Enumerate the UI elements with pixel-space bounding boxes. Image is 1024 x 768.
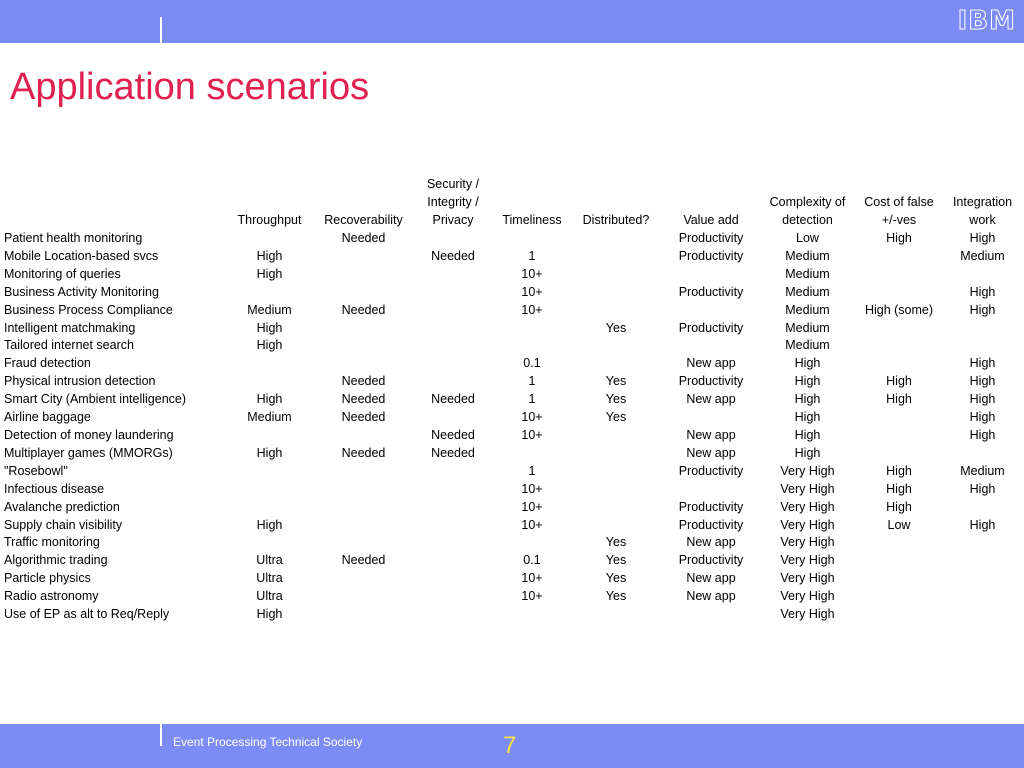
table-cell: High — [886, 231, 912, 245]
table-cell: 0.1 — [523, 553, 541, 568]
table-cell: 10+ — [521, 589, 543, 604]
column-header: Timeliness — [502, 213, 562, 228]
table-cell — [568, 248, 664, 266]
table-cell — [664, 337, 758, 355]
table-cell — [664, 302, 758, 320]
table-row — [0, 463, 1024, 481]
scenario-name: Algorithmic trading — [4, 553, 108, 568]
table-row — [0, 606, 1024, 624]
table-cell — [317, 320, 410, 338]
table-cell: High — [969, 231, 996, 245]
table-cell: Yes — [605, 374, 627, 389]
table-cell: Productivity — [678, 374, 744, 389]
table-cell — [410, 355, 496, 373]
column-header: Distributed? — [582, 213, 650, 228]
table-cell: Yes — [605, 589, 627, 604]
table-cell — [222, 284, 317, 302]
header-bar — [0, 0, 1024, 43]
table-cell — [410, 499, 496, 517]
table-row — [0, 481, 1024, 499]
table-cell: Needed — [341, 374, 386, 389]
table-cell: Productivity — [678, 284, 744, 299]
table-cell: High — [886, 481, 912, 496]
table-cell — [664, 266, 758, 284]
table-cell — [941, 499, 1024, 517]
table-cell — [410, 230, 496, 248]
table-cell: 10+ — [521, 410, 543, 425]
table-cell — [410, 588, 496, 606]
table-cell — [317, 266, 410, 284]
table-cell: High — [794, 410, 821, 425]
table-cell: 10+ — [521, 517, 543, 532]
table-cell: Very High — [780, 463, 835, 478]
table-cell — [857, 445, 941, 463]
column-header: Security / Integrity / Privacy — [426, 177, 480, 228]
table-cell — [317, 481, 410, 499]
table-cell: New app — [686, 427, 736, 442]
table-cell: High — [969, 392, 996, 407]
table-cell — [317, 427, 410, 445]
table-cell: Needed — [341, 302, 386, 317]
table-row — [0, 266, 1024, 284]
table-cell: Medium — [247, 410, 292, 425]
table-cell — [410, 337, 496, 355]
table-cell: 10+ — [521, 427, 543, 442]
scenario-name: "Rosebowl" — [4, 463, 68, 478]
table-cell: Yes — [605, 553, 627, 568]
table-cell: Yes — [605, 535, 627, 550]
table-cell — [664, 606, 758, 624]
table-cell: Very High — [780, 607, 835, 622]
table-cell — [941, 266, 1024, 284]
page-title: Application scenarios — [10, 66, 370, 108]
table-cell: Needed — [431, 248, 475, 263]
table-cell — [857, 588, 941, 606]
ibm-logo: IBM — [957, 6, 1016, 36]
table-cell — [496, 606, 568, 624]
footer-bar — [0, 724, 1024, 768]
column-header — [0, 176, 222, 230]
table-cell — [568, 481, 664, 499]
table-cell — [496, 320, 568, 338]
scenario-name: Tailored internet search — [4, 338, 134, 353]
scenario-name: Supply chain visibility — [4, 517, 123, 532]
scenario-name: Traffic monitoring — [4, 535, 100, 550]
table-cell: High — [256, 266, 283, 281]
table-cell: Medium — [785, 284, 830, 299]
table-cell — [857, 409, 941, 427]
table-cell: Needed — [341, 445, 386, 460]
table-cell — [857, 427, 941, 445]
scenario-name: Business Activity Monitoring — [4, 284, 159, 299]
table-cell — [568, 499, 664, 517]
table-cell — [317, 355, 410, 373]
table-cell — [568, 606, 664, 624]
table-cell: High — [969, 284, 996, 299]
table-cell: Medium — [785, 302, 830, 317]
table-cell: High — [969, 410, 996, 425]
table-cell: Needed — [431, 445, 475, 460]
scenario-name: Monitoring of queries — [4, 266, 121, 281]
table-cell: Medium — [960, 248, 1005, 263]
table-cell: Medium — [785, 248, 830, 263]
table-cell — [568, 445, 664, 463]
table-cell: High — [256, 320, 283, 335]
table-cell: New app — [686, 589, 736, 604]
table-cell: Productivity — [678, 517, 744, 532]
table-cell — [317, 499, 410, 517]
table-cell — [568, 427, 664, 445]
table-cell: Yes — [605, 410, 627, 425]
footer-divider — [160, 724, 162, 746]
table-cell — [941, 606, 1024, 624]
table-cell: Needed — [431, 427, 475, 442]
table-cell: Productivity — [678, 463, 744, 478]
table-cell — [222, 373, 317, 391]
table-row — [0, 302, 1024, 320]
table-cell: High — [969, 481, 996, 496]
table-cell — [410, 552, 496, 570]
table-cell — [410, 463, 496, 481]
table-cell — [857, 320, 941, 338]
table-row — [0, 337, 1024, 355]
table-cell: Needed — [341, 231, 386, 245]
table-cell — [317, 463, 410, 481]
header-divider — [160, 17, 162, 43]
table-row — [0, 391, 1024, 409]
table-cell — [568, 284, 664, 302]
table-cell — [410, 320, 496, 338]
scenario-name: Infectious disease — [4, 481, 105, 496]
table-cell: Medium — [247, 302, 292, 317]
table-cell: Productivity — [678, 248, 744, 263]
table-cell: 0.1 — [523, 356, 541, 371]
table-cell: New app — [686, 571, 736, 586]
scenario-name: Radio astronomy — [4, 589, 99, 604]
table-cell: High — [256, 338, 283, 353]
table-cell: Ultra — [256, 553, 283, 568]
table-cell: High — [969, 374, 996, 389]
table-cell: 1 — [528, 248, 536, 263]
table-row — [0, 248, 1024, 266]
table-cell: Medium — [785, 266, 830, 281]
table-cell: High — [969, 427, 996, 442]
table-cell — [857, 534, 941, 552]
table-row — [0, 230, 1024, 248]
scenario-name: Intelligent matchmaking — [4, 320, 136, 335]
table-cell: 1 — [528, 374, 536, 389]
table-cell — [941, 337, 1024, 355]
table-row — [0, 552, 1024, 570]
table-row — [0, 409, 1024, 427]
table-cell: New app — [686, 535, 736, 550]
table-cell: Medium — [785, 338, 830, 353]
table-cell: 10+ — [521, 499, 543, 514]
table-cell — [664, 481, 758, 499]
table-cell — [222, 534, 317, 552]
table-cell: High — [256, 248, 283, 263]
table-cell — [410, 284, 496, 302]
scenario-name: Business Process Compliance — [4, 302, 173, 317]
table-cell: High — [886, 374, 912, 389]
table-cell: 10+ — [521, 481, 543, 496]
table-cell — [496, 534, 568, 552]
table-cell — [496, 445, 568, 463]
table-cell — [857, 284, 941, 302]
table-cell: Yes — [605, 571, 627, 586]
table-row — [0, 355, 1024, 373]
table-cell — [410, 373, 496, 391]
table-cell: New app — [686, 392, 736, 407]
table-cell: High — [794, 374, 821, 389]
table-cell: High (some) — [864, 302, 934, 317]
table-cell: Very High — [780, 589, 835, 604]
table-cell — [857, 266, 941, 284]
table-header-row — [0, 176, 1024, 230]
table-cell — [317, 570, 410, 588]
table-cell — [317, 534, 410, 552]
table-row — [0, 284, 1024, 302]
column-header: Value add — [683, 213, 739, 228]
table-cell: Productivity — [678, 320, 744, 335]
table-cell — [857, 606, 941, 624]
table-cell: High — [794, 392, 821, 407]
table-cell — [857, 552, 941, 570]
column-header: Integration work — [952, 195, 1013, 228]
table-cell — [222, 427, 317, 445]
scenario-name: Particle physics — [4, 571, 91, 586]
table-row — [0, 570, 1024, 588]
table-body — [0, 230, 1024, 624]
table-cell — [222, 499, 317, 517]
scenarios-table — [0, 176, 1024, 624]
table-cell: Ultra — [256, 589, 283, 604]
table-cell: Needed — [341, 392, 386, 407]
table-cell: High — [256, 517, 283, 532]
column-header: Throughput — [237, 213, 302, 228]
table-cell — [664, 409, 758, 427]
table-cell: Ultra — [256, 571, 283, 586]
table-cell: 1 — [528, 463, 536, 478]
table-cell — [941, 534, 1024, 552]
table-cell — [410, 266, 496, 284]
table-cell — [857, 248, 941, 266]
table-cell: Needed — [431, 392, 475, 407]
table-cell — [568, 517, 664, 535]
table-cell — [568, 230, 664, 248]
table-row — [0, 517, 1024, 535]
table-cell: High — [886, 463, 912, 478]
table-cell — [317, 248, 410, 266]
table-cell — [941, 445, 1024, 463]
table-cell — [568, 463, 664, 481]
table-cell: Low — [887, 517, 911, 532]
scenario-name: Airline baggage — [4, 410, 91, 425]
table-cell — [410, 570, 496, 588]
table-cell: 10+ — [521, 284, 543, 299]
table-cell: Low — [796, 231, 819, 245]
table-cell: Productivity — [678, 231, 744, 245]
scenario-name: Avalanche prediction — [4, 499, 120, 514]
table-cell: Needed — [341, 410, 386, 425]
scenario-name: Mobile Location-based svcs — [4, 248, 159, 263]
table-cell — [410, 534, 496, 552]
table-cell — [410, 409, 496, 427]
table-cell: New app — [686, 445, 736, 460]
table-cell: High — [256, 392, 283, 407]
table-cell — [568, 302, 664, 320]
table-cell — [941, 570, 1024, 588]
table-cell — [222, 481, 317, 499]
table-row — [0, 445, 1024, 463]
table-cell — [410, 302, 496, 320]
table-cell: 10+ — [521, 266, 543, 281]
scenario-name: Use of EP as alt to Req/Reply — [4, 607, 170, 622]
table-cell — [317, 588, 410, 606]
table-cell: High — [886, 499, 912, 514]
table-cell — [857, 337, 941, 355]
table-cell — [410, 481, 496, 499]
table-cell — [222, 463, 317, 481]
table-cell — [857, 570, 941, 588]
table-cell: High — [969, 356, 996, 371]
table-cell: 1 — [528, 392, 536, 407]
table-cell — [496, 230, 568, 248]
table-cell: Very High — [780, 571, 835, 586]
table-cell — [568, 266, 664, 284]
table-cell — [941, 320, 1024, 338]
scenarios-table-container — [0, 176, 1024, 636]
table-cell: 10+ — [521, 571, 543, 586]
scenario-name: Detection of money laundering — [4, 427, 174, 442]
table-cell: Yes — [605, 320, 627, 335]
table-cell: Very High — [780, 553, 835, 568]
table-cell — [568, 337, 664, 355]
table-cell: High — [256, 445, 283, 460]
table-cell — [410, 517, 496, 535]
table-row — [0, 534, 1024, 552]
scenario-name: Smart City (Ambient intelligence) — [4, 392, 187, 407]
table-cell: High — [969, 302, 996, 317]
table-cell — [222, 355, 317, 373]
table-cell: Medium — [785, 320, 830, 335]
table-cell: Needed — [341, 553, 386, 568]
table-cell — [941, 588, 1024, 606]
table-cell — [317, 284, 410, 302]
table-cell — [317, 606, 410, 624]
table-cell: High — [794, 445, 821, 460]
table-cell — [496, 337, 568, 355]
table-cell — [222, 230, 317, 248]
table-cell: Productivity — [678, 553, 744, 568]
table-cell: High — [794, 427, 821, 442]
scenario-name: Physical intrusion detection — [4, 374, 156, 389]
column-header: Cost of false +/-ves — [864, 195, 934, 228]
scenario-name: Multiplayer games (MMORGs) — [4, 445, 173, 460]
table-cell: Yes — [605, 392, 627, 407]
table-cell — [317, 517, 410, 535]
table-cell — [410, 606, 496, 624]
table-cell: Very High — [780, 499, 835, 514]
table-cell: Very High — [780, 481, 835, 496]
table-cell: Medium — [960, 463, 1005, 478]
table-cell — [941, 552, 1024, 570]
table-cell: New app — [686, 356, 736, 371]
table-cell: High — [256, 607, 283, 622]
table-cell: Very High — [780, 517, 835, 532]
table-cell: Very High — [780, 535, 835, 550]
table-cell — [568, 355, 664, 373]
table-cell: High — [886, 392, 912, 407]
table-cell — [317, 337, 410, 355]
table-cell: Productivity — [678, 499, 744, 514]
table-row — [0, 588, 1024, 606]
footer-text: Event Processing Technical Society — [173, 735, 363, 749]
table-row — [0, 320, 1024, 338]
column-header: Complexity of detection — [769, 195, 846, 228]
table-row — [0, 427, 1024, 445]
column-header: Recoverability — [324, 213, 403, 228]
table-row — [0, 499, 1024, 517]
table-cell: High — [794, 356, 821, 371]
table-cell: High — [969, 517, 996, 532]
page-number: 7 — [503, 732, 517, 759]
scenario-name: Patient health monitoring — [4, 231, 143, 245]
table-cell — [857, 355, 941, 373]
table-cell: 10+ — [521, 302, 543, 317]
scenario-name: Fraud detection — [4, 356, 91, 371]
table-row — [0, 373, 1024, 391]
